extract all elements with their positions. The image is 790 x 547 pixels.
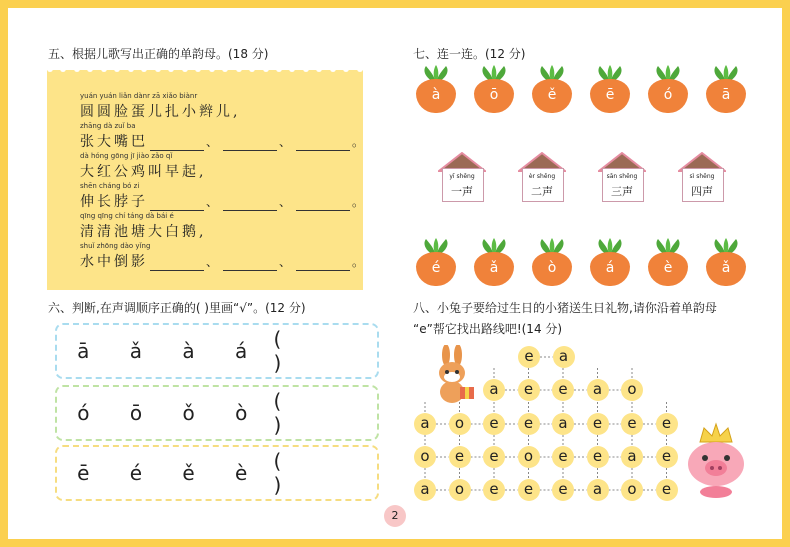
answer-blank[interactable] <box>296 138 350 151</box>
section8-title-2: “e”帮它找出路线吧!(14 分) <box>413 322 563 336</box>
hanzi-line <box>80 251 367 271</box>
maze-cell[interactable]: o <box>449 413 471 435</box>
section5-title: 五、根据儿歌写出正确的单韵母。(18 分) <box>48 47 269 61</box>
poem-line <box>80 242 367 271</box>
maze-cell[interactable]: e <box>552 446 574 468</box>
tone-row <box>55 323 379 379</box>
hanzi-text: 水中倒影 <box>80 254 148 270</box>
house-pinyin: sān shēng <box>606 173 638 180</box>
maze-cell[interactable]: a <box>587 479 609 501</box>
radish-icon[interactable] <box>530 238 574 288</box>
tone-house[interactable] <box>438 152 486 200</box>
maze-cell[interactable]: e <box>518 413 540 435</box>
poem-line <box>80 92 240 121</box>
poem-line <box>80 212 206 241</box>
punctuation: 、 <box>206 195 222 209</box>
answer-blank[interactable] <box>296 198 350 211</box>
radish-vowel: ǎ <box>721 260 731 276</box>
tone-house[interactable] <box>678 152 726 200</box>
maze-cell[interactable]: e <box>621 413 643 435</box>
radish-vowel: á <box>605 260 615 276</box>
tone-house[interactable] <box>518 152 566 200</box>
maze-cell[interactable]: a <box>483 379 505 401</box>
hanzi-line <box>80 221 206 241</box>
answer-parentheses[interactable]: ( ) <box>273 389 314 437</box>
punctuation: 。 <box>352 195 368 209</box>
hanzi-line <box>80 191 367 211</box>
punctuation: 、 <box>279 195 295 209</box>
radish-vowel: à <box>431 87 441 103</box>
note-holes <box>47 66 363 76</box>
pig-icon <box>684 420 748 500</box>
radish-vowel: ē <box>605 87 615 103</box>
tone-letter: ě <box>182 461 195 485</box>
pinyin: dà hóng gōng jī jiào zǎo qǐ <box>80 152 173 160</box>
house-pinyin: èr shēng <box>528 173 556 180</box>
answer-blank[interactable] <box>223 138 277 151</box>
section7-title: 七、连一连。(12 分) <box>413 47 526 61</box>
punctuation: 。 <box>352 255 368 269</box>
maze-cell[interactable]: e <box>518 346 540 368</box>
maze-cell[interactable]: e <box>656 446 678 468</box>
punctuation: 。 <box>352 135 368 149</box>
maze-cell[interactable]: e <box>552 479 574 501</box>
punctuation: 、 <box>206 255 222 269</box>
radish-icon[interactable] <box>588 238 632 288</box>
maze-cell[interactable]: e <box>483 413 505 435</box>
maze-cell[interactable]: a <box>552 413 574 435</box>
tone-letter: ǒ <box>182 401 195 425</box>
hanzi-text: 圆圆脸蛋儿扎小辫儿, <box>80 104 241 120</box>
rabbit-icon <box>430 345 478 405</box>
radish-vowel: ǎ <box>489 260 499 276</box>
section8-title-1: 八、小兔子要给过生日的小猪送生日礼物,请你沿着单韵母 <box>413 301 717 315</box>
maze-cell[interactable]: e <box>552 379 574 401</box>
poem-line <box>80 182 367 211</box>
radish-icon[interactable] <box>472 238 516 288</box>
radish-vowel: ó <box>663 87 673 103</box>
radish-vowel: ò <box>547 260 557 276</box>
answer-blank[interactable] <box>223 258 277 271</box>
house-label: 一声 <box>451 185 473 198</box>
maze-cell[interactable]: a <box>621 446 643 468</box>
radish-vowel: é <box>431 260 441 276</box>
pinyin: shuǐ zhōng dào yǐng <box>80 242 151 250</box>
pinyin: qīng qīng chí táng dà bái é <box>80 212 174 220</box>
answer-blank[interactable] <box>150 198 204 211</box>
page-number: 2 <box>384 505 406 527</box>
answer-blank[interactable] <box>296 258 350 271</box>
tone-letter: é <box>129 461 143 485</box>
answer-blank[interactable] <box>223 198 277 211</box>
house-label: 三声 <box>611 185 633 198</box>
radish-icon[interactable] <box>704 238 748 288</box>
maze-cell[interactable]: o <box>621 379 643 401</box>
punctuation: 、 <box>206 135 222 149</box>
house-label: 二声 <box>531 185 553 198</box>
maze-cell[interactable]: e <box>518 479 540 501</box>
tone-letter: ē <box>77 461 90 485</box>
radish-vowel: è <box>663 260 673 276</box>
radish-icon[interactable] <box>414 65 458 115</box>
radish-icon[interactable] <box>646 238 690 288</box>
tone-letter: ó <box>77 401 90 425</box>
radish-icon[interactable] <box>704 65 748 115</box>
hanzi-text: 伸长脖子 <box>80 194 148 210</box>
house-label: 四声 <box>691 185 713 198</box>
radish-vowel: ě <box>547 87 557 103</box>
answer-blank[interactable] <box>150 138 204 151</box>
radish-icon[interactable] <box>530 65 574 115</box>
maze-cell[interactable]: a <box>553 346 575 368</box>
radish-icon[interactable] <box>646 65 690 115</box>
tone-letter: á <box>235 339 248 363</box>
pinyin: zhāng dà zuǐ ba <box>80 122 136 130</box>
maze-cell[interactable]: e <box>656 413 678 435</box>
tone-letter: ā <box>77 339 90 363</box>
maze-cell[interactable]: o <box>518 446 540 468</box>
radish-icon[interactable] <box>472 65 516 115</box>
maze-cell[interactable]: e <box>587 446 609 468</box>
radish-icon[interactable] <box>414 238 458 288</box>
tone-row <box>55 385 379 441</box>
punctuation: 、 <box>279 135 295 149</box>
hanzi-line <box>80 101 240 121</box>
maze-cell[interactable]: o <box>414 446 436 468</box>
maze-cell[interactable]: a <box>587 379 609 401</box>
poem-line <box>80 152 206 181</box>
tone-row <box>55 445 379 501</box>
tone-house[interactable] <box>598 152 646 200</box>
hanzi-text: 清清池塘大白鹅, <box>80 224 207 240</box>
punctuation: 、 <box>279 255 295 269</box>
hanzi-line <box>80 131 367 151</box>
maze-cell[interactable]: e <box>483 446 505 468</box>
maze-cell[interactable]: e <box>483 479 505 501</box>
maze-cell[interactable]: o <box>449 479 471 501</box>
radish-icon[interactable] <box>588 65 632 115</box>
maze-cell[interactable]: a <box>414 413 436 435</box>
section6-title: 六、判断,在声调顺序正确的( )里画“√”。(12 分) <box>48 301 306 315</box>
maze-cell[interactable]: a <box>414 479 436 501</box>
tone-letter: ǎ <box>129 339 143 363</box>
tone-letter: ō <box>129 401 143 425</box>
answer-parentheses[interactable]: ( ) <box>273 449 314 497</box>
maze-cell[interactable]: o <box>621 479 643 501</box>
house-pinyin: yī shēng <box>449 173 475 180</box>
pinyin: shēn cháng bó zi <box>80 182 140 190</box>
maze-cell[interactable]: e <box>656 479 678 501</box>
hanzi-line <box>80 161 206 181</box>
tone-letter: à <box>182 339 195 363</box>
poem-line <box>80 122 367 151</box>
house-pinyin: sì shēng <box>689 173 715 180</box>
maze-cell[interactable]: e <box>587 413 609 435</box>
tone-letter: ò <box>235 401 248 425</box>
radish-vowel: ō <box>489 87 499 103</box>
answer-parentheses[interactable]: ( ) <box>273 327 314 375</box>
hanzi-text: 张大嘴巴 <box>80 134 148 150</box>
maze-cell[interactable]: e <box>449 446 471 468</box>
hanzi-text: 大红公鸡叫早起, <box>80 164 207 180</box>
radish-vowel: ā <box>721 87 731 103</box>
answer-blank[interactable] <box>150 258 204 271</box>
maze-cell[interactable]: e <box>518 379 540 401</box>
pinyin: yuán yuán liǎn dànr zā xiǎo biànr <box>80 92 198 100</box>
tone-letter: è <box>235 461 248 485</box>
